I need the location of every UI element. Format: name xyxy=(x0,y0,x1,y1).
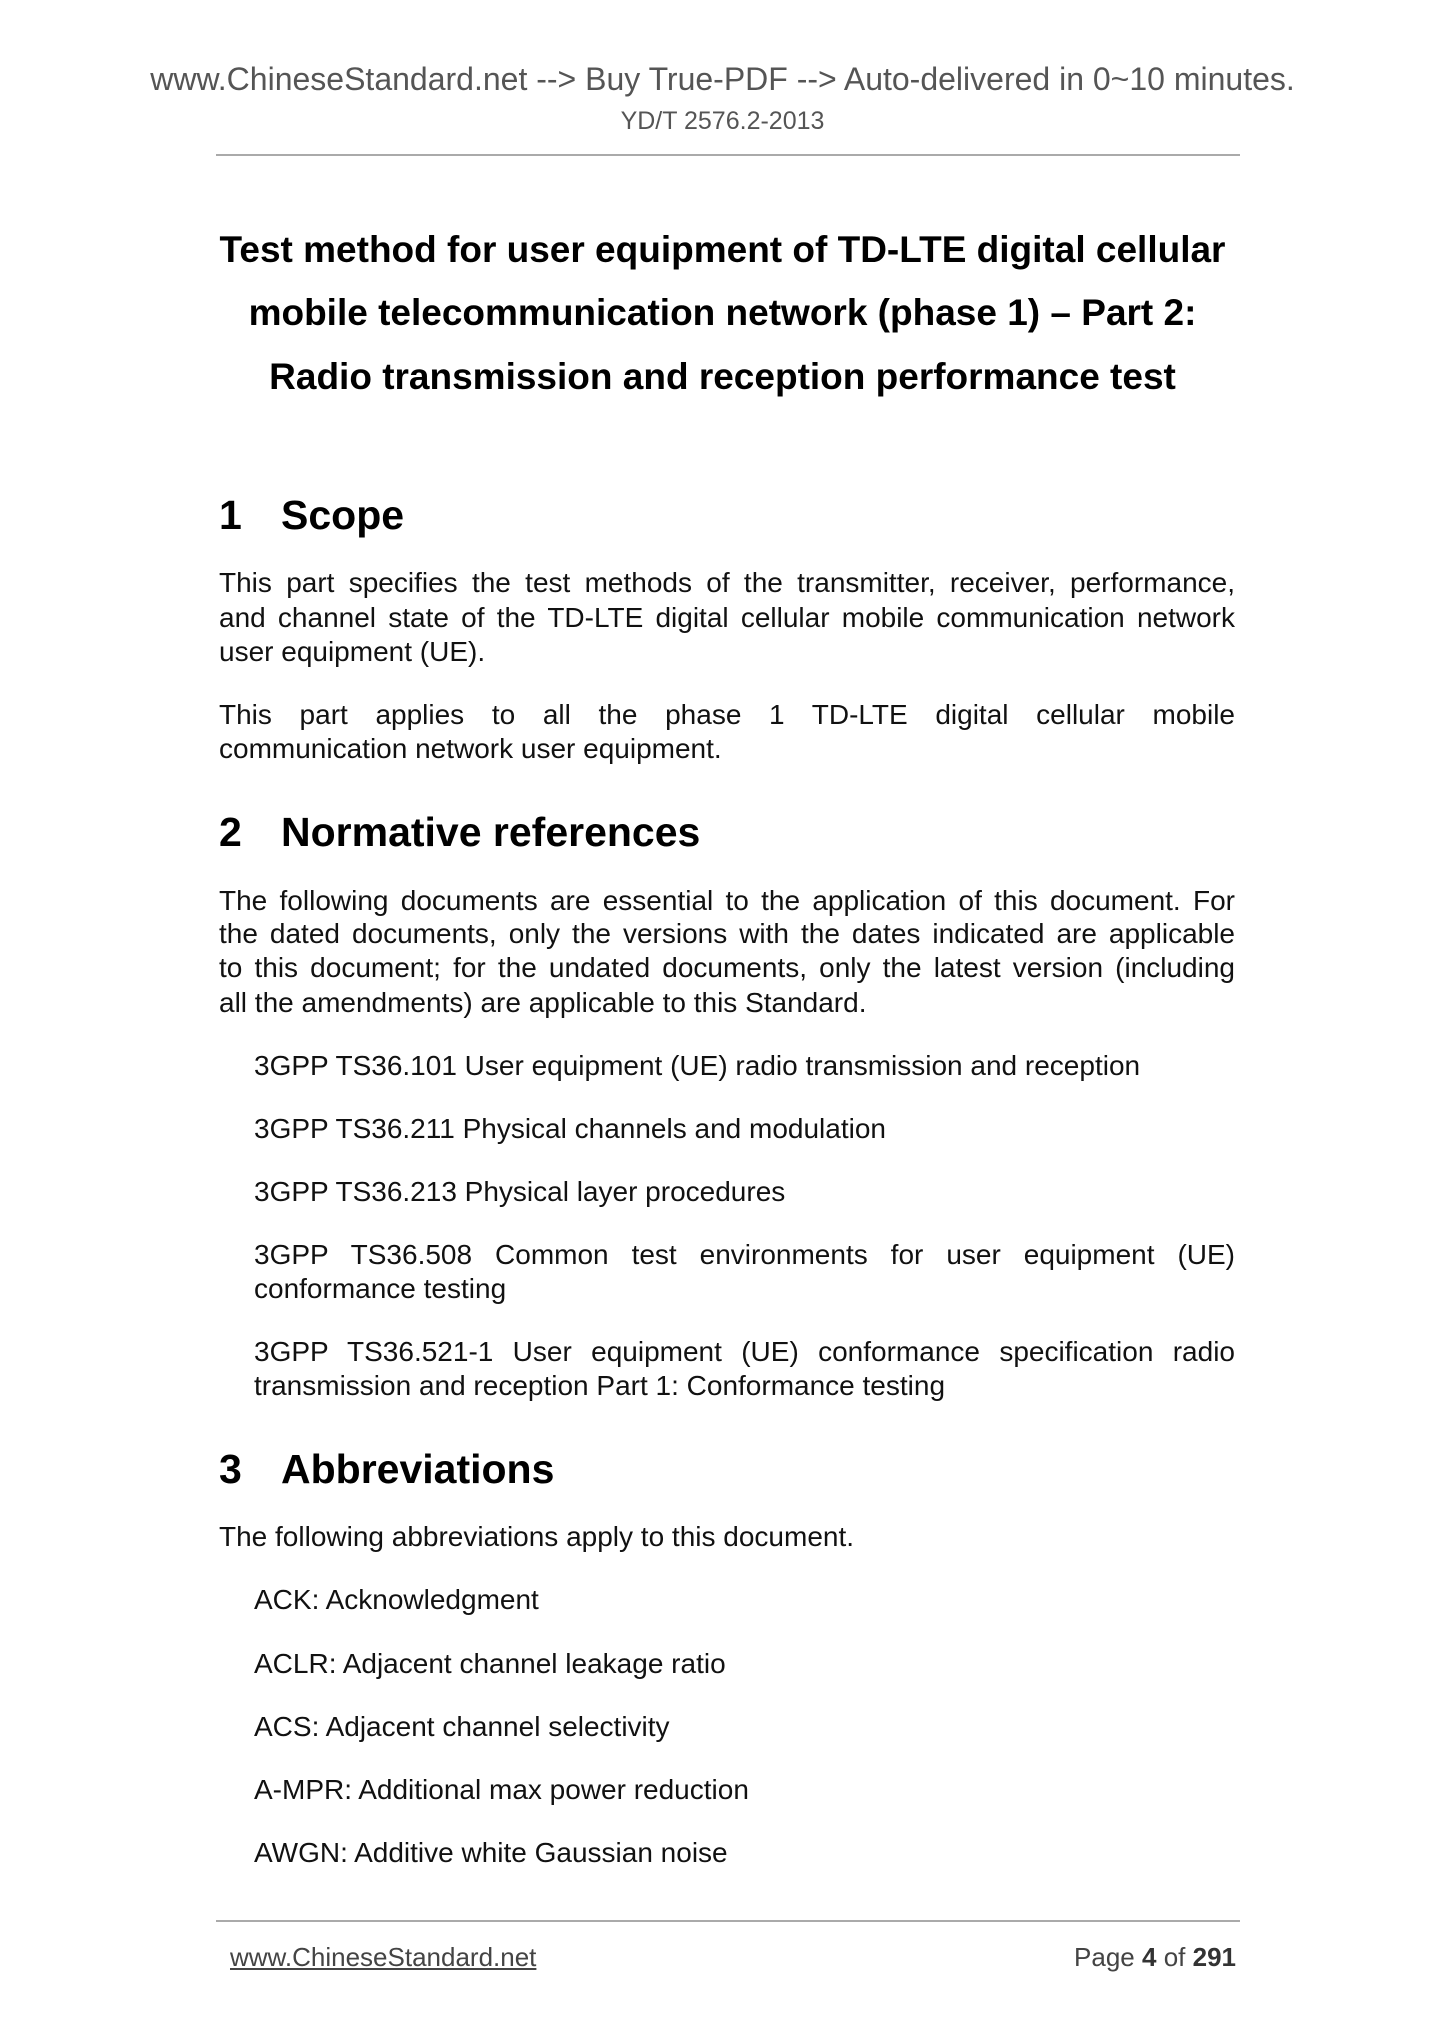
page-label: Page xyxy=(1074,1942,1135,1972)
abbreviation-item: AWGN: Additive white Gaussian noise xyxy=(254,1837,728,1868)
reference-item: 3GPP TS36.213 Physical layer procedures xyxy=(254,1176,786,1207)
scope-para2-line: communication network user equipment. xyxy=(219,733,722,764)
header-banner: www.ChineseStandard.net --> Buy True-PDF --> Auto-delivered in 0~10 minutes. xyxy=(150,61,1295,97)
page-indicator xyxy=(1074,1940,1236,1974)
scope-para2-line: This part applies to all the phase 1 TD-LTE digital cellular mobile xyxy=(219,699,1235,730)
scope-para1-line: and channel state of the TD-LTE digital cellular mobile communication network xyxy=(219,602,1235,633)
normative-para-line: all the amendments) are applicable to this Standard. xyxy=(219,987,867,1018)
reference-item-continued: conformance testing xyxy=(254,1273,507,1304)
section-number: 1 xyxy=(219,492,242,538)
document-title-line-3: Radio transmission and reception performance test xyxy=(269,356,1176,397)
abbreviations-intro: The following abbreviations apply to this document. xyxy=(219,1521,855,1552)
document-title-line-1: Test method for user equipment of TD-LTE digital cellular xyxy=(219,229,1226,270)
reference-item: 3GPP TS36.521-1 User equipment (UE) conformance specification radio xyxy=(254,1336,1235,1367)
footer-divider xyxy=(216,1920,1240,1922)
header-divider xyxy=(216,154,1240,156)
normative-para-line: to this document; for the undated documents, only the latest version (including xyxy=(219,952,1235,983)
section-title: Abbreviations xyxy=(281,1446,555,1492)
scope-para1-line: user equipment (UE). xyxy=(219,636,486,667)
footer-website-link[interactable]: www.ChineseStandard.net xyxy=(230,1942,537,1972)
section-title: Scope xyxy=(281,492,405,538)
normative-para-line: the dated documents, only the versions with the dates indicated are applicable xyxy=(219,918,1235,949)
page-of-label: of xyxy=(1163,1942,1186,1972)
section-number: 2 xyxy=(219,809,242,855)
reference-item: 3GPP TS36.211 Physical channels and modulation xyxy=(254,1113,886,1144)
abbreviation-item: ACS: Adjacent channel selectivity xyxy=(254,1711,670,1742)
document-title-line-2: mobile telecommunication network (phase 1) – Part 2: xyxy=(248,292,1197,333)
reference-item-continued: transmission and reception Part 1: Conformance testing xyxy=(254,1370,946,1401)
standard-number: YD/T 2576.2-2013 xyxy=(620,107,825,135)
abbreviation-item: ACLR: Adjacent channel leakage ratio xyxy=(254,1648,726,1679)
page-total: 291 xyxy=(1192,1942,1236,1972)
abbreviation-item: A-MPR: Additional max power reduction xyxy=(254,1774,749,1805)
normative-para-line: The following documents are essential to the application of this document. For xyxy=(219,885,1235,916)
abbreviation-item: ACK: Acknowledgment xyxy=(254,1584,539,1615)
section-number: 3 xyxy=(219,1446,242,1492)
reference-item: 3GPP TS36.508 Common test environments for user equipment (UE) xyxy=(254,1239,1235,1270)
scope-para1-line: This part specifies the test methods of the transmitter, receiver, performance, xyxy=(219,567,1235,598)
reference-item: 3GPP TS36.101 User equipment (UE) radio transmission and reception xyxy=(254,1050,1141,1081)
section-title: Normative references xyxy=(281,809,701,855)
page-current: 4 xyxy=(1141,1942,1157,1972)
